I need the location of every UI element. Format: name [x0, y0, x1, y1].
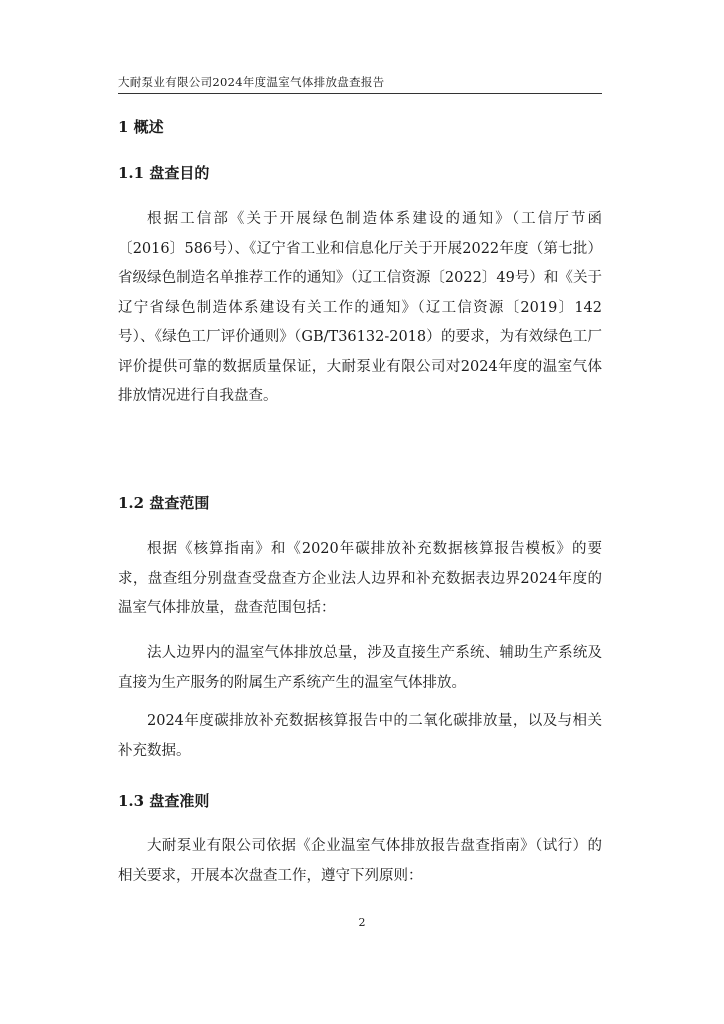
- page-header: 大耐泵业有限公司2024年度温室气体排放盘查报告: [118, 74, 602, 94]
- section-1-3-paragraph: 大耐泵业有限公司依据《企业温室气体排放报告盘查指南》（试行）的相关要求，开展本次盘查工作，遵守下列原则：: [118, 838, 602, 884]
- section-1-2-paragraph-3: 2024年度碳排放补充数据核算报告中的二氧化碳排放量，以及与相关补充数据。: [118, 713, 602, 759]
- section-1-3-title: 1.3 盘查准则: [118, 792, 210, 810]
- section-1-title: 1 概述: [118, 118, 164, 136]
- page-number: 2: [358, 916, 366, 929]
- section-1-1-title: 1.1 盘查目的: [118, 164, 210, 182]
- section-1-2-paragraph-2: 法人边界内的温室气体排放总量，涉及直接生产系统、辅助生产系统及直接为生产服务的附属生产系统产生的温室气体排放。: [118, 645, 602, 691]
- section-1-1-paragraph: 根据工信部《关于开展绿色制造体系建设的通知》（工信厅节函〔2016〕586号）、《辽宁省工业和信息化厅关于开展2022年度（第七批）省级绿色制造名单推荐工作的通知》（辽工信资源〔2022〕49号）和《关于辽宁省绿色制造体系建设有关工作的通知》（辽工信资源〔2019〕142号）、《绿色工厂评价通则》（GB/T36132-2018）的要求，为有效绿色工厂评价提供可靠的数据质量保证，大耐泵业有限公司对2024年度的温室气体排放情况进行自我盘查。: [118, 211, 602, 404]
- section-1-2-paragraph-1: 根据《核算指南》和《2020年碳排放补充数据核算报告模板》的要求，盘查组分别盘查受盘查方企业法人边界和补充数据表边界2024年度的温室气体排放量，盘查范围包括：: [118, 541, 602, 616]
- section-1-2-title: 1.2 盘查范围: [118, 494, 210, 512]
